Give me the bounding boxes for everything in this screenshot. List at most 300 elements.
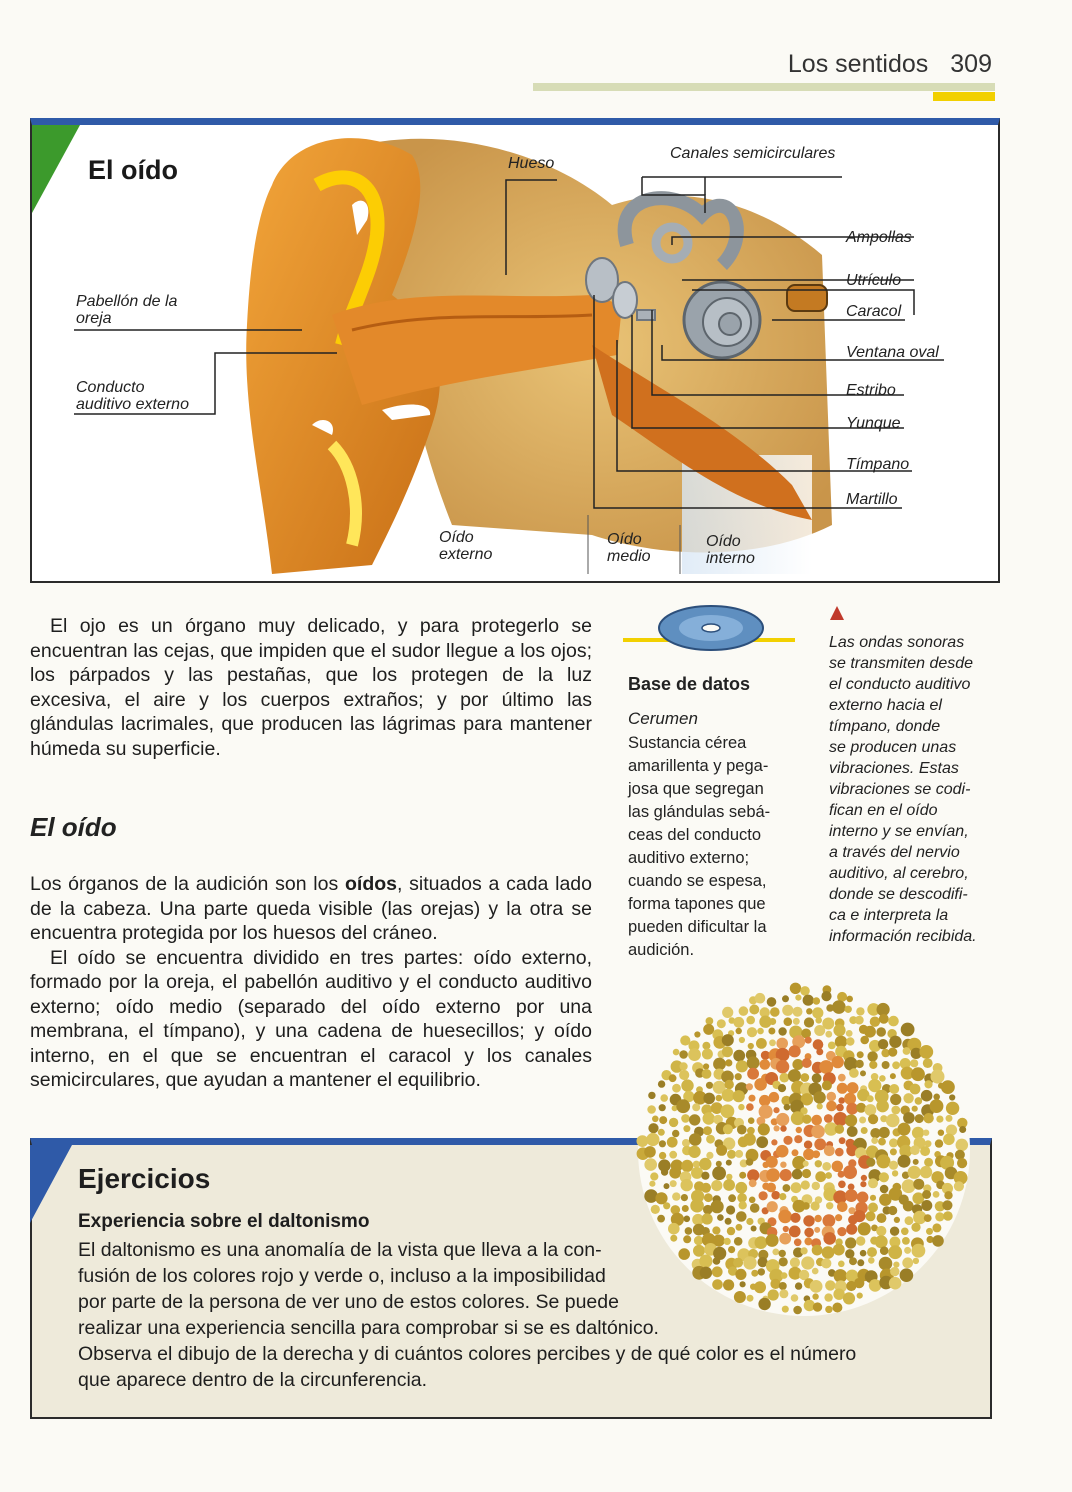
label-hueso: Hueso	[508, 155, 555, 172]
plate-dot	[938, 1130, 944, 1136]
plate-dot	[796, 1127, 802, 1133]
plate-dot	[681, 1160, 693, 1172]
plate-dot	[713, 1257, 721, 1265]
plate-dot	[804, 1141, 812, 1149]
plate-dot	[737, 1125, 747, 1135]
plate-dot	[957, 1158, 967, 1168]
plate-dot	[888, 1206, 897, 1215]
plate-dot	[684, 1216, 691, 1223]
plate-dot	[868, 1178, 878, 1188]
plate-dot	[932, 1235, 944, 1247]
plate-dot	[723, 1124, 733, 1134]
plate-dot	[733, 1017, 744, 1028]
plate-dot	[889, 1036, 901, 1048]
plate-dot	[736, 1224, 743, 1231]
plate-dot	[712, 1166, 726, 1180]
plate-dot	[758, 1268, 765, 1275]
plate-dot	[735, 1150, 743, 1158]
plate-dot	[650, 1172, 658, 1180]
plate-dot	[801, 1247, 808, 1254]
plate-dot	[736, 1060, 748, 1072]
plate-dot	[890, 1227, 899, 1236]
label-oido-medio: Oído medio	[607, 531, 651, 565]
plate-dot	[867, 1095, 874, 1102]
plate-dot	[739, 1037, 745, 1043]
plate-dot	[706, 1082, 713, 1089]
plate-dot	[712, 1226, 720, 1234]
plate-dot	[861, 1175, 867, 1181]
plate-dot	[790, 1213, 800, 1223]
plate-dot	[845, 1189, 858, 1202]
plate-dot	[749, 1197, 756, 1204]
plate-dot	[810, 1280, 823, 1293]
plate-dot	[672, 1130, 679, 1137]
plate-dot	[779, 1233, 791, 1245]
plate-dot	[811, 1201, 820, 1210]
plate-dot	[843, 1292, 855, 1304]
plate-dot	[804, 1017, 814, 1027]
plate-dot	[827, 1092, 837, 1102]
plate-dot	[878, 1138, 886, 1146]
plate-dot	[672, 1192, 680, 1200]
plate-dot	[793, 1306, 802, 1315]
plate-dot	[783, 1226, 789, 1232]
plate-dot	[924, 1080, 932, 1088]
plate-dot	[812, 1150, 820, 1158]
plate-dot	[801, 1256, 814, 1269]
label-utriculo: Utrículo	[846, 272, 902, 289]
plate-dot	[690, 1199, 704, 1213]
plate-dot	[903, 1112, 915, 1124]
plate-dot	[758, 1298, 770, 1310]
plate-dot	[879, 1127, 890, 1138]
plate-dot	[811, 1125, 825, 1139]
plate-dot	[772, 1249, 779, 1256]
plate-dot	[699, 1255, 712, 1268]
plate-dot	[832, 1056, 844, 1068]
plate-dot	[825, 1172, 832, 1179]
plate-dot	[701, 1183, 711, 1193]
plate-dot	[782, 1005, 793, 1016]
plate-dot	[766, 1156, 778, 1168]
plate-dot	[776, 1038, 788, 1050]
plate-dot	[812, 1073, 822, 1083]
database-definition: Sustancia cérea amarillenta y pega- josa que segregan las glándulas sebá- ceas del conducto auditivo externo; cuando se espesa, forma tapones que pueden dificultar la audición.	[628, 734, 771, 959]
plate-dot	[921, 1200, 932, 1211]
ear-figure	[30, 118, 1000, 583]
plate-dot	[922, 1190, 931, 1199]
plate-dot	[868, 1203, 878, 1213]
plate-dot	[861, 1127, 868, 1134]
plate-dot	[870, 1017, 880, 1027]
green-corner	[32, 125, 80, 213]
plate-dot	[781, 1272, 788, 1279]
plate-dot	[879, 1172, 889, 1182]
plate-dot	[858, 1222, 871, 1235]
plate-dot	[860, 1036, 869, 1045]
plate-dot	[735, 1073, 742, 1080]
plate-dot	[912, 1106, 918, 1112]
plate-dot	[778, 1027, 786, 1035]
plate-dot	[913, 1179, 924, 1190]
plate-dot	[790, 983, 801, 994]
plate-dot	[722, 1034, 734, 1046]
plate-dot	[689, 1114, 700, 1125]
plate-dot	[691, 1167, 703, 1179]
plate-dot	[866, 1211, 876, 1221]
plate-dot	[890, 1148, 897, 1155]
plate-dot	[734, 1237, 743, 1246]
page-number: 309	[950, 50, 992, 78]
plate-dot	[849, 1068, 859, 1078]
plate-dot	[889, 1138, 898, 1147]
plate-dot	[857, 1192, 869, 1204]
plate-dot	[779, 1193, 786, 1200]
plate-dot	[755, 1236, 768, 1249]
plate-dot	[898, 1123, 911, 1136]
plate-dot	[716, 1161, 722, 1167]
plate-dot	[826, 1202, 833, 1209]
plate-dot	[754, 1281, 766, 1293]
plate-dot	[813, 1039, 824, 1050]
plate-dot	[903, 1047, 911, 1055]
plate-dot	[747, 1068, 759, 1080]
plate-dot	[649, 1181, 655, 1187]
plate-dot	[864, 1026, 876, 1038]
plate-dot	[859, 1117, 866, 1124]
plate-dot	[791, 1294, 799, 1302]
plate-dot	[733, 1258, 743, 1268]
plate-dot	[835, 1148, 844, 1157]
plate-dot	[913, 1159, 919, 1165]
plate-dot	[855, 1060, 863, 1068]
plate-dot	[778, 1210, 792, 1224]
plate-dot	[882, 1061, 890, 1069]
plate-dot	[802, 1202, 810, 1210]
plate-dot	[694, 1236, 703, 1245]
plate-dot	[769, 1039, 776, 1046]
plate-dot	[902, 1237, 910, 1245]
plate-dot	[855, 1016, 864, 1025]
plate-dot	[871, 1137, 878, 1144]
label-timpano: Tímpano	[846, 456, 910, 473]
plate-dot	[722, 1046, 733, 1057]
plate-dot	[877, 1154, 891, 1168]
plate-dot	[749, 1179, 757, 1187]
plate-dot	[733, 1050, 745, 1062]
plate-dot	[926, 1228, 933, 1235]
plate-dot	[806, 1008, 812, 1014]
plate-dot	[803, 1215, 814, 1226]
plate-dot	[832, 1161, 843, 1172]
plate-dot	[932, 1223, 941, 1232]
plate-dot	[835, 1214, 842, 1221]
plate-dot	[756, 1038, 767, 1049]
plate-dot	[835, 1125, 844, 1134]
plate-dot	[876, 1027, 886, 1037]
plate-dot	[910, 1084, 921, 1095]
plate-dot	[776, 1060, 789, 1073]
plate-dot	[736, 1028, 742, 1034]
section-title: El oído	[30, 812, 117, 842]
plate-dot	[702, 1213, 713, 1224]
plate-dot	[822, 1246, 835, 1259]
plate-dot	[664, 1183, 670, 1189]
plate-dot	[748, 1117, 755, 1124]
plate-dot	[912, 1127, 924, 1139]
plate-dot	[681, 1194, 688, 1201]
plate-dot	[751, 1270, 758, 1277]
plate-dot	[672, 1084, 681, 1093]
plate-dot	[749, 1005, 759, 1015]
plate-dot	[816, 1048, 823, 1055]
plate-dot	[795, 1282, 802, 1289]
plate-dot	[670, 1235, 677, 1242]
plate-dot	[676, 1099, 690, 1113]
section-paragraph-1: Los órganos de la audición son los oídos, situados a cada lado de la cabeza. Una parte queda visible (las orejas) y la otra se encuentra protegida por los huesos del cráneo.	[30, 873, 592, 944]
plate-dot	[756, 1136, 768, 1148]
plate-dot	[860, 1250, 867, 1257]
plate-dot	[748, 1043, 754, 1049]
plate-dot	[747, 1027, 757, 1037]
plate-dot	[904, 1247, 911, 1254]
plate-dot	[766, 1183, 776, 1193]
plate-dot	[780, 1073, 790, 1083]
plate-dot	[866, 1158, 875, 1167]
plate-dot	[868, 1114, 878, 1124]
plate-dot	[794, 1135, 802, 1143]
plate-dot	[889, 1161, 898, 1170]
plate-dot	[836, 1104, 844, 1112]
plate-dot	[711, 1200, 724, 1213]
plate-dot	[746, 1103, 754, 1111]
plate-dot	[879, 1075, 886, 1082]
plate-dot	[821, 1258, 831, 1268]
plate-dot	[839, 1137, 846, 1144]
plate-dot	[770, 1007, 780, 1017]
database-title: Base de datos	[628, 674, 751, 694]
intro-paragraph: El ojo es un órgano muy delicado, y para protegerlo se encuentran las cejas, que impiden que el sudor llegue a los ojos; los párpados y las pestañas, que los protegen de la luz excesiva, el aire y los cuerpos extraños; y por último las glándulas lacrimales, que producen las lágrimas para mantener húmeda su superficie.	[30, 615, 592, 760]
plate-dot	[802, 1169, 811, 1178]
plate-dot	[847, 1126, 858, 1137]
plate-dot	[648, 1123, 658, 1133]
plate-dot	[800, 986, 810, 996]
section-body	[30, 872, 592, 1093]
plate-dot	[769, 1092, 780, 1103]
plate-dot	[644, 1158, 657, 1171]
plate-dot	[913, 1258, 919, 1264]
plate-dot	[724, 1238, 731, 1245]
plate-dot	[824, 1293, 832, 1301]
plate-dot	[900, 1268, 914, 1282]
plate-dot	[812, 1182, 820, 1190]
plate-dot	[722, 1007, 733, 1018]
plate-dot	[822, 1081, 832, 1091]
plate-dot	[833, 1244, 845, 1256]
plate-dot	[658, 1080, 665, 1087]
header-color-tab	[933, 92, 995, 101]
plate-dot	[959, 1126, 966, 1133]
plate-dot	[793, 1018, 800, 1025]
plate-dot	[924, 1158, 933, 1167]
plate-dot	[692, 1103, 700, 1111]
plate-dot	[860, 1181, 866, 1187]
plate-dot	[825, 1306, 832, 1313]
plate-dot	[725, 1080, 734, 1089]
plate-dot	[865, 1104, 877, 1116]
plate-dot	[679, 1070, 689, 1080]
plate-dot	[702, 1049, 713, 1060]
plate-dot	[669, 1118, 678, 1127]
plate-dot	[868, 1257, 875, 1264]
plate-dot	[941, 1080, 955, 1094]
plate-dot	[780, 1162, 786, 1168]
plate-dot	[783, 1184, 791, 1192]
plate-dot	[728, 1194, 736, 1202]
plate-dot	[803, 1161, 809, 1167]
plate-dot	[920, 1166, 932, 1178]
plate-dot	[726, 1160, 732, 1166]
plate-dot	[822, 1162, 831, 1171]
plate-dot	[890, 1267, 899, 1276]
plate-dot	[725, 1218, 732, 1225]
plate-dot	[845, 1114, 857, 1126]
plate-dot	[833, 1190, 847, 1204]
plate-dot	[739, 1201, 747, 1209]
plate-dot	[828, 1042, 836, 1050]
plate-dot	[910, 1145, 920, 1155]
plate-dot	[681, 1114, 690, 1123]
plate-dot	[898, 1155, 911, 1168]
plate-dot	[743, 1133, 756, 1146]
plate-dot	[712, 1266, 723, 1277]
plate-dot	[682, 1205, 689, 1212]
plate-dot	[846, 1030, 853, 1037]
plate-dot	[902, 1257, 913, 1268]
plate-dot	[706, 1135, 715, 1144]
plate-dot	[723, 1279, 734, 1290]
plate-dot	[681, 1079, 693, 1091]
plate-dot	[910, 1059, 918, 1067]
plate-dot	[824, 1145, 835, 1156]
plate-dot	[877, 1213, 887, 1223]
plate-dot	[813, 1091, 825, 1103]
plate-dot	[803, 995, 814, 1006]
plate-dot	[683, 1125, 690, 1132]
label-pabellon: Pabellón de la oreja	[76, 293, 178, 327]
plate-dot	[784, 1104, 791, 1111]
label-estribo: Estribo	[846, 382, 896, 399]
plate-dot	[647, 1105, 656, 1114]
plate-dot	[902, 1179, 916, 1193]
plate-dot	[905, 1216, 914, 1225]
plate-dot	[706, 1017, 714, 1025]
plate-dot	[843, 1165, 857, 1179]
plate-dot	[733, 1090, 745, 1102]
plate-dot	[706, 1152, 713, 1159]
label-oido-interno: Oído interno	[706, 533, 755, 567]
plate-dot	[703, 1126, 712, 1135]
plate-dot	[846, 996, 853, 1003]
plate-dot	[780, 1169, 792, 1181]
plate-dot	[805, 1037, 812, 1044]
plate-dot	[813, 1302, 822, 1311]
plate-dot	[652, 1116, 659, 1123]
plate-dot	[857, 1051, 864, 1058]
plate-dot	[780, 1125, 786, 1131]
plate-dot	[721, 1104, 735, 1118]
plate-dot	[746, 1158, 754, 1166]
plate-dot	[773, 1107, 779, 1113]
plate-dot	[837, 1227, 846, 1236]
label-conducto: Conducto auditivo externo	[76, 379, 189, 413]
plate-dot	[723, 1179, 735, 1191]
plate-dot	[746, 1218, 753, 1225]
plate-dot	[734, 1291, 746, 1303]
plate-dot	[844, 1093, 856, 1105]
plate-dot	[893, 1262, 899, 1268]
section-paragraph-2: El oído se encuentra dividido en tres partes: oído externo, formado por la oreja, el pabellón auditivo y el conducto auditivo externo; oído medio (separado del oído externo por una membrana, el tímpano), y una cadena de huesecillos; y oído interno, en el que se encuentran el caracol y los canales semicirculares, que ayudan a mantener el equilibrio.	[30, 946, 592, 1091]
label-caracol: Caracol	[846, 303, 902, 320]
plate-dot	[685, 1227, 693, 1235]
plate-dot	[944, 1191, 952, 1199]
plate-dot	[915, 1097, 923, 1105]
plate-dot	[790, 1257, 800, 1267]
plate-dot	[749, 1095, 756, 1102]
plate-dot	[704, 1193, 713, 1202]
plate-dot	[784, 1017, 793, 1026]
plate-dot	[890, 1094, 901, 1105]
plate-dot	[754, 1078, 767, 1091]
plate-dot	[823, 1232, 836, 1245]
plate-dot	[845, 1006, 852, 1013]
plate-dot	[758, 1123, 770, 1135]
plate-dot	[946, 1115, 953, 1122]
plate-dot	[776, 1145, 789, 1158]
plate-dot	[766, 1168, 780, 1182]
plate-dot	[802, 1115, 811, 1124]
plate-dot	[903, 1093, 913, 1103]
plate-dot	[814, 1025, 825, 1036]
plate-dot	[703, 1063, 709, 1069]
plate-dot	[930, 1099, 944, 1113]
plate-dot	[779, 1257, 788, 1266]
plate-dot	[751, 1226, 757, 1232]
label-ampollas: Ampollas	[846, 229, 912, 246]
plate-dot	[680, 1062, 688, 1070]
plate-dot	[663, 1202, 670, 1209]
plate-dot	[735, 1182, 747, 1194]
plate-dot	[727, 1150, 736, 1159]
plate-dot	[856, 1236, 865, 1245]
plate-dot	[651, 1205, 660, 1214]
plate-dot	[888, 1048, 897, 1057]
plate-dot	[954, 1181, 964, 1191]
plate-dot	[669, 1151, 677, 1159]
plate-dot	[659, 1116, 667, 1124]
plate-dot	[832, 1000, 846, 1014]
plate-dot	[792, 1169, 803, 1180]
plate-dot	[856, 1007, 864, 1015]
plate-dot	[700, 1267, 712, 1279]
plate-dot	[681, 1179, 693, 1191]
header-rule	[533, 83, 995, 91]
plate-dot	[845, 1237, 856, 1248]
plate-dot	[792, 1059, 803, 1070]
plate-dot	[788, 1069, 801, 1082]
plate-dot	[699, 1158, 711, 1170]
plate-dot	[701, 1172, 709, 1180]
